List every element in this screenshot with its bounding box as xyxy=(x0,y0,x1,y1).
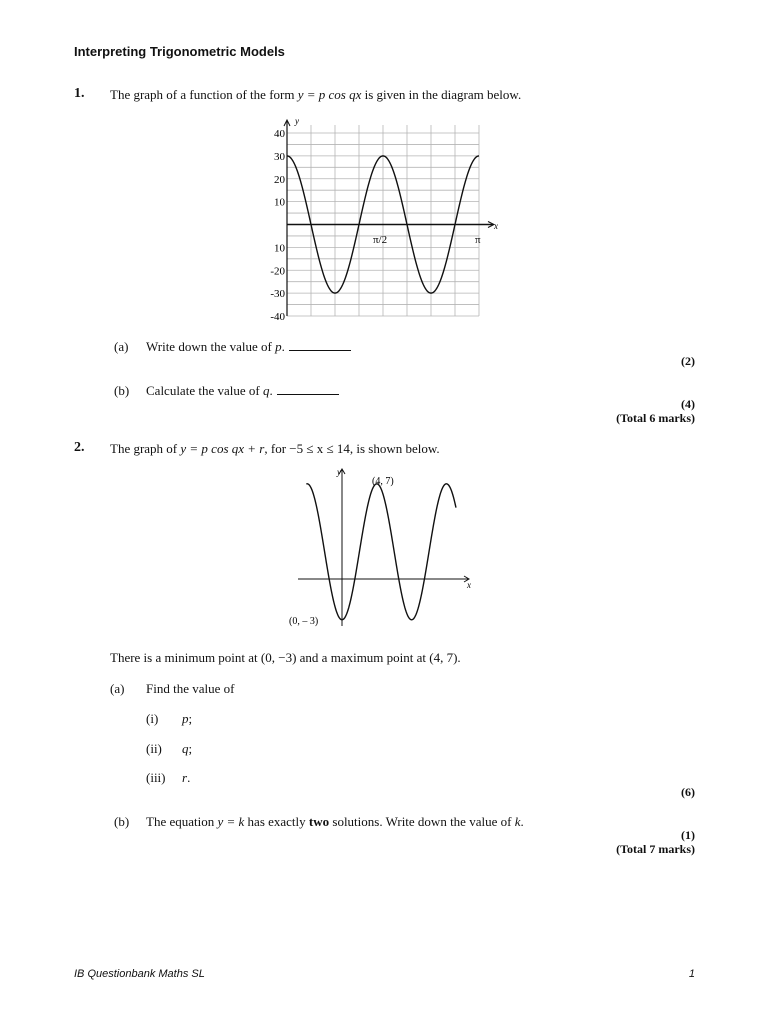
graph-1-y-axis-label: y xyxy=(295,116,299,126)
graph-1-grid xyxy=(287,125,479,316)
question-2-graph xyxy=(280,466,480,636)
graph-2-y-axis-label: y xyxy=(337,467,341,477)
graph-2-min-point-label: (0, – 3) xyxy=(289,616,319,627)
question-2a-i-text: p; xyxy=(182,711,193,726)
graph-1-axes xyxy=(284,120,494,316)
question-1-total-marks: (Total 6 marks) xyxy=(616,411,695,425)
graph-1-y-tick-label: 20 xyxy=(274,173,285,186)
graph-2-x-axis-label: x xyxy=(467,580,471,590)
question-1-graph xyxy=(255,115,505,327)
page-heading: Interpreting Trigonometric Models xyxy=(74,44,285,59)
question-2a-iii-text: r. xyxy=(182,770,191,785)
graph-1-y-tick-label: 30 xyxy=(274,150,285,163)
question-1a-text: Write down the value of p. xyxy=(146,339,351,355)
question-2b-label: (b) xyxy=(114,814,130,829)
graph-1-y-tick-label: -20 xyxy=(270,265,285,278)
question-1b-text: Calculate the value of q. xyxy=(146,383,339,399)
question-2a-i-label: (i) xyxy=(146,711,159,726)
graph-1-y-tick-label: -30 xyxy=(270,288,285,301)
footer-source: IB Questionbank Maths SL xyxy=(74,968,205,980)
graph-2-max-point-label: (4, 7) xyxy=(372,476,394,487)
question-2a-ii-label: (ii) xyxy=(146,741,162,756)
question-2a-label: (a) xyxy=(110,681,125,696)
graph-1-y-tick-label: 40 xyxy=(274,128,285,140)
graph-1-x-tick-label: π/2 xyxy=(373,234,388,246)
question-2a-ii-text: q; xyxy=(182,741,193,756)
answer-blank-p[interactable] xyxy=(289,339,351,351)
question-1a-marks: (2) xyxy=(681,354,695,368)
question-1a-label: (a) xyxy=(114,339,129,354)
question-2-stem: The graph of y = p cos qx + r, for −5 ≤ x ≤ 14, is shown below. xyxy=(110,441,440,456)
graph-1-y-tick-label: 10 xyxy=(274,196,285,209)
graph-2-cosine-curve xyxy=(306,484,456,620)
question-1-number: 1. xyxy=(74,86,85,101)
footer-page-number: 1 xyxy=(688,968,695,980)
answer-blank-q[interactable] xyxy=(277,383,339,395)
graph-1-x-axis-label: x xyxy=(494,221,498,231)
graph-1-x-tick-label: π xyxy=(475,234,481,246)
question-2b-text: The equation y = k has exactly two solutions. Write down the value of k. xyxy=(146,814,524,829)
question-2a-iii-label: (iii) xyxy=(146,770,166,785)
question-2a-text: Find the value of xyxy=(146,681,235,696)
graph-1-y-tick-label: -40 xyxy=(270,311,285,323)
question-2-statement: There is a minimum point at (0, −3) and a maximum point at (4, 7). xyxy=(110,650,461,665)
graph-1-y-tick-label: 10 xyxy=(274,242,285,255)
question-1b-label: (b) xyxy=(114,383,130,398)
question-2-number: 2. xyxy=(74,440,85,455)
question-1b-marks: (4) xyxy=(681,397,695,411)
question-1-stem: The graph of a function of the form y = p cos qx is given in the diagram below. xyxy=(110,87,522,102)
question-2-total-marks: (Total 7 marks) xyxy=(616,842,695,856)
question-2b-marks: (1) xyxy=(681,828,695,842)
question-2a-marks: (6) xyxy=(681,785,695,799)
